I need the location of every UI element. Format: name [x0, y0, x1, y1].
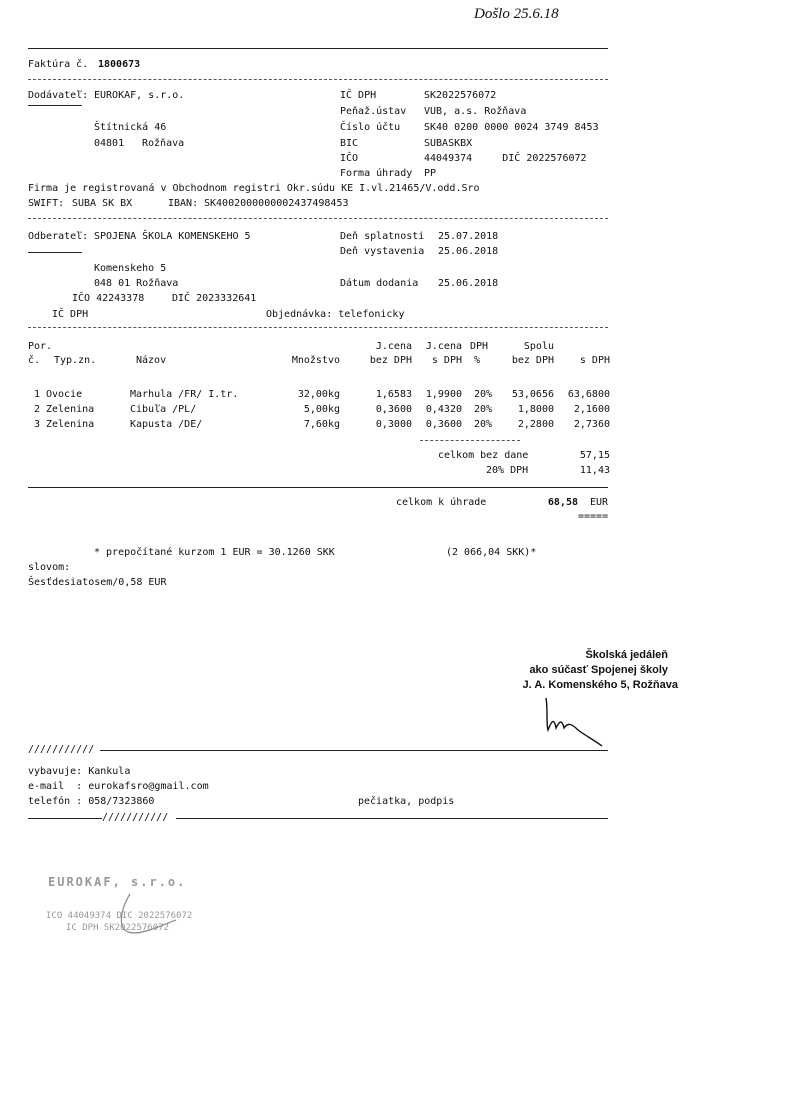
conversion-note: * prepočítané kurzom 1 EUR = 30.1260 SKK	[94, 547, 335, 558]
col-header-spolu-bez: bez DPH	[511, 355, 554, 366]
col-header-jcena-bez-top: J.cena	[375, 341, 412, 352]
customer-underline	[28, 252, 82, 253]
contact-phone: telefón : 058/7323860	[28, 796, 155, 807]
handwritten-received-note: Došlo 25.6.18	[474, 6, 559, 22]
supplier-info-label: Číslo účtu	[340, 122, 401, 133]
col-header-typ: Typ.zn.	[54, 355, 97, 366]
table-cell-typ: Ovocie	[46, 389, 83, 400]
customer-icdph: IČ DPH	[52, 309, 89, 320]
divider	[28, 818, 102, 819]
stamp-sign-label: pečiatka, podpis	[358, 796, 455, 807]
supplier-name: EUROKAF, s.r.o.	[94, 90, 185, 101]
iban-label: IBAN:	[168, 198, 199, 209]
col-header-jcena-s-top: J.cena	[425, 341, 462, 352]
grand-total-value: 68,58	[547, 497, 578, 508]
table-cell-qty: 32,00kg	[297, 389, 340, 400]
col-header-jcena-s-bot: s DPH	[431, 355, 462, 366]
supplier-street: Štítnická 46	[94, 122, 167, 133]
date-label: Deň splatnosti	[340, 231, 425, 242]
date-label: Deň vystavenia	[340, 246, 425, 257]
table-cell-ps: 1,9900	[425, 389, 462, 400]
table-cell-pbez: 0,3000	[375, 419, 412, 430]
footer-slashes-bottom: ///////////	[102, 812, 169, 823]
issued-by: vybavuje: Kankula	[28, 766, 131, 777]
supplier-label: Dodávateľ:	[28, 90, 89, 101]
col-header-spolu-s: s DPH	[579, 355, 610, 366]
words-value: Šesťdesiatosem/0,58 EUR	[28, 577, 167, 588]
iban-value: SK4002000000002437498453	[204, 198, 349, 209]
supplier-info-value: SUBASKBX	[424, 138, 473, 149]
table-cell-nazov: Marhula /FR/ I.tr.	[130, 389, 239, 400]
registration-note: Firma je registrovaná v Obchodnom registri Okr.súdu KE I.vl.21465/V.odd.Sro	[28, 183, 480, 194]
supplier-postcode: 04801	[94, 138, 125, 149]
table-cell-nazov: Cibuľa /PL/	[130, 404, 197, 415]
supplier-info-value: SK2022576072	[424, 90, 497, 101]
table-cell-no: 3	[34, 419, 41, 430]
swift-value: SUBA SK BX	[72, 198, 133, 209]
date-value: 25.07.2018	[438, 231, 499, 242]
grand-total-currency: EUR	[590, 497, 609, 508]
table-cell-dph: 20%	[474, 404, 493, 415]
table-cell-typ: Zelenina	[46, 404, 95, 415]
words-label: slovom:	[28, 562, 71, 573]
table-cell-ps: 0,3600	[425, 419, 462, 430]
supplier-info-value: VUB, a.s. Rožňava	[424, 106, 527, 117]
col-header-spolu-top: Spolu	[523, 341, 554, 352]
divider	[28, 327, 608, 328]
grand-total-label: celkom k úhrade	[396, 497, 487, 508]
invoice-number: 1800673	[98, 59, 141, 70]
col-header-por: Por.	[28, 341, 53, 352]
date-value: 25.06.2018	[438, 278, 499, 289]
conversion-skk: (2 066,04 SKK)*	[446, 547, 537, 558]
total-vat-value: 11,43	[579, 465, 610, 476]
supplier-info-label: IČ DPH	[340, 90, 377, 101]
col-header-dph-bot: %	[474, 355, 481, 366]
order-info: Objednávka: telefonicky	[266, 309, 405, 320]
date-label: Dátum dodania	[340, 278, 419, 289]
table-cell-sbez: 1,8000	[517, 404, 554, 415]
customer-city: 048 01 Rožňava	[94, 278, 179, 289]
swift-label: SWIFT:	[28, 198, 65, 209]
grand-total-underline: =====	[578, 511, 609, 522]
supplier-underline	[28, 105, 82, 106]
table-cell-sbez: 53,0656	[511, 389, 554, 400]
signature-mark	[538, 690, 608, 750]
divider	[420, 440, 520, 441]
date-value: 25.06.2018	[438, 246, 499, 257]
supplier-info-value: 44049374 DIČ 2022576072	[424, 153, 587, 164]
total-base-value: 57,15	[579, 450, 610, 461]
table-cell-no: 2	[34, 404, 41, 415]
table-cell-ss: 63,6800	[567, 389, 610, 400]
total-vat-label: 20% DPH	[486, 465, 529, 476]
divider	[100, 750, 608, 751]
supplier-info-label: Peňaž.ústav	[340, 106, 407, 117]
table-cell-dph: 20%	[474, 389, 493, 400]
table-cell-ss: 2,1600	[573, 404, 610, 415]
divider	[176, 818, 608, 819]
table-cell-no: 1	[34, 389, 41, 400]
total-base-label: celkom bez dane	[438, 450, 529, 461]
faint-stamp-line-3: IC DPH SK2022576072	[66, 923, 169, 933]
col-header-dph-top: DPH	[470, 341, 489, 352]
table-cell-sbez: 2,2800	[517, 419, 554, 430]
supplier-info-value: SK40 0200 0000 0024 3749 8453	[424, 122, 599, 133]
stamp-line-2: ako súčasť Spojenej školy	[529, 664, 668, 676]
table-cell-nazov: Kapusta /DE/	[130, 419, 203, 430]
col-header-c: č.	[28, 355, 41, 366]
faint-stamp-line-2: ICO 44049374 DIC 2022576072	[46, 911, 193, 921]
faint-stamp-line-1: EUROKAF, s.r.o.	[48, 875, 187, 889]
supplier-info-label: BIC	[340, 138, 359, 149]
table-cell-pbez: 1,6583	[375, 389, 412, 400]
table-cell-pbez: 0,3600	[375, 404, 412, 415]
table-cell-ss: 2,7360	[573, 419, 610, 430]
divider	[28, 79, 608, 80]
footer-slashes-top: ///////////	[28, 744, 95, 755]
divider	[28, 218, 608, 219]
table-cell-typ: Zelenina	[46, 419, 95, 430]
stamp-line-3: J. A. Komenského 5, Rožňava	[522, 679, 678, 691]
divider	[28, 487, 608, 488]
divider	[28, 48, 608, 49]
customer-ico: IČO 42243378	[72, 293, 145, 304]
customer-label: Odberateľ:	[28, 231, 89, 242]
supplier-info-label: IČO	[340, 153, 359, 164]
supplier-info-label: Forma úhrady	[340, 168, 413, 179]
customer-dic: DIČ 2023332641	[172, 293, 257, 304]
customer-name: SPOJENA ŠKOLA KOMENSKEHO 5	[94, 231, 251, 242]
col-header-nazov: Názov	[136, 355, 167, 366]
supplier-city: Rožňava	[142, 138, 185, 149]
supplier-info-value: PP	[424, 168, 437, 179]
table-cell-dph: 20%	[474, 419, 493, 430]
table-cell-ps: 0,4320	[425, 404, 462, 415]
col-header-jcena-bez-bot: bez DPH	[369, 355, 412, 366]
contact-email: e-mail : eurokafsro@gmail.com	[28, 781, 209, 792]
table-cell-qty: 5,00kg	[303, 404, 340, 415]
customer-street: Komenskeho 5	[94, 263, 167, 274]
table-cell-qty: 7,60kg	[303, 419, 340, 430]
stamp-line-1: Školská jedáleň	[585, 649, 668, 661]
col-header-mnozstvo: Množstvo	[291, 355, 340, 366]
invoice-number-label: Faktúra č.	[28, 59, 89, 70]
faint-signature-mark	[100, 890, 180, 940]
